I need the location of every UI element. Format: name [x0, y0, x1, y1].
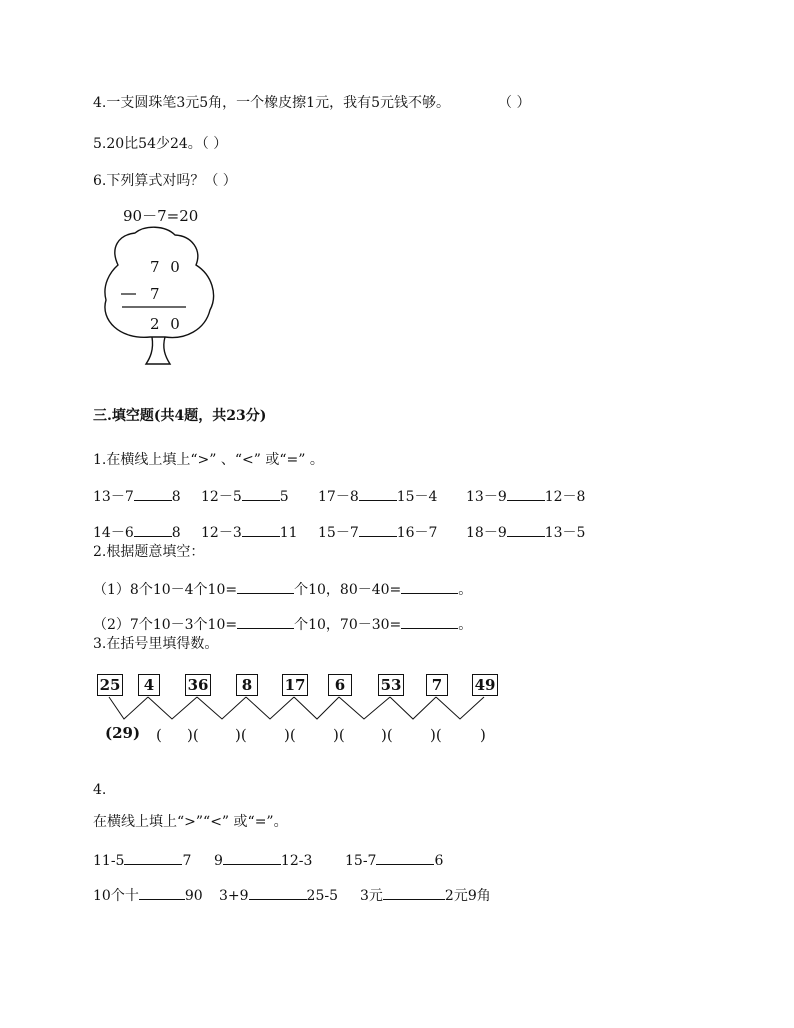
question-5: 5.20比54少24。（ ）	[93, 136, 228, 152]
number-box: 49	[472, 674, 498, 696]
example-answer: (29)	[105, 724, 141, 742]
tree-row1: 7 0	[150, 258, 180, 276]
q4-row2-item3: 3元 2元9角	[360, 888, 491, 904]
q4-row1-item3: 15-7 6	[345, 853, 444, 869]
q1-row1-item2: 12－5 5	[201, 489, 289, 505]
q3-prompt: 3.在括号里填得数。	[93, 636, 219, 652]
q1-row2-item1: 14－6 8	[93, 525, 181, 541]
answer-blank[interactable]	[242, 524, 280, 537]
q1-row2-item2: 12－3 11	[201, 525, 298, 541]
answer-blank[interactable]	[359, 488, 397, 501]
q4-row2-item1: 10个十 90	[93, 888, 203, 904]
answer-blank[interactable]	[401, 581, 458, 594]
answer-paren[interactable]: )(	[333, 726, 345, 744]
tree-row2: 7	[150, 285, 160, 303]
tree-trunk	[146, 337, 170, 364]
q2-line1: （1）8个10－4个10= 个10，80－40= 。	[93, 582, 473, 598]
number-box: 17	[282, 674, 308, 696]
answer-blank[interactable]	[376, 852, 434, 865]
q4-number: 4.	[93, 782, 107, 798]
answer-blank[interactable]	[237, 616, 294, 629]
question-6: 6.下列算式对吗？（ ）	[93, 173, 237, 189]
q1-row2-item4: 18－9 13－5	[466, 525, 586, 541]
answer-blank[interactable]	[249, 887, 307, 900]
q4-prompt: 在横线上填上“>”“<” 或“=”。	[93, 814, 288, 830]
answer-blank[interactable]	[134, 524, 172, 537]
q1-prompt: 1.在横线上填上“>” 、“<” 或“=” 。	[93, 452, 324, 468]
answer-blank[interactable]	[507, 488, 545, 501]
answer-blank[interactable]	[242, 488, 280, 501]
q1-row1-item1: 13－7 8	[93, 489, 181, 505]
answer-blank[interactable]	[401, 616, 458, 629]
number-box: 36	[185, 674, 211, 696]
q1-row2-item3: 15－7 16－7	[318, 525, 438, 541]
answer-blank[interactable]	[507, 524, 545, 537]
number-box: 8	[236, 674, 258, 696]
answer-blank[interactable]	[124, 852, 182, 865]
answer-paren[interactable]: )(	[187, 726, 199, 744]
number-box: 7	[426, 674, 448, 696]
q4-row2-item2: 3+9 25-5	[219, 888, 338, 904]
number-box: 6	[328, 674, 352, 696]
question-4-answer-paren[interactable]: （ ）	[498, 95, 531, 111]
number-box: 25	[97, 674, 123, 696]
number-box: 53	[378, 674, 404, 696]
q1-row1-item4: 13－9 12－8	[466, 489, 586, 505]
q2-line2: （2）7个10－3个10= 个10，70－30= 。	[93, 617, 473, 633]
section-title: 三.填空题(共4题，共23分)	[93, 408, 267, 424]
tree-result: 2 0	[150, 315, 180, 333]
answer-blank[interactable]	[359, 524, 397, 537]
q1-row1-item3: 17－8 15－4	[318, 489, 438, 505]
answer-blank[interactable]	[237, 581, 294, 594]
answer-paren[interactable]: )(	[430, 726, 442, 744]
answer-paren[interactable]: (	[156, 726, 162, 744]
q2-prompt: 2.根据题意填空：	[93, 544, 205, 560]
answer-blank[interactable]	[223, 852, 281, 865]
answer-blank[interactable]	[134, 488, 172, 501]
question-4-text: 4.一支圆珠笔3元5角，一个橡皮擦1元，我有5元钱不够。	[93, 95, 450, 111]
answer-paren[interactable]: )(	[284, 726, 296, 744]
q4-row1-item1: 11-5 7	[93, 853, 192, 869]
q4-row1-item2: 9 12-3	[214, 853, 313, 869]
answer-paren[interactable]: )(	[381, 726, 393, 744]
number-box: 4	[138, 674, 160, 696]
answer-blank[interactable]	[139, 887, 185, 900]
answer-paren[interactable]: )	[480, 726, 486, 744]
question-4	[93, 96, 450, 110]
answer-blank[interactable]	[383, 887, 445, 900]
answer-paren[interactable]: )(	[235, 726, 247, 744]
tree-equation: 90－7=20	[123, 207, 199, 225]
